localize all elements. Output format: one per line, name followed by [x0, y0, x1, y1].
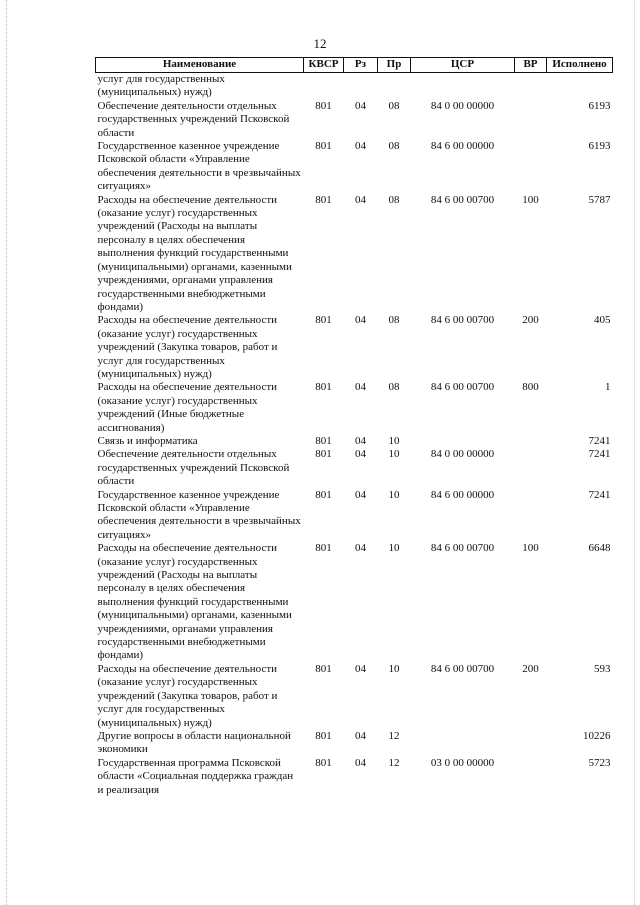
row-rz: 04	[355, 381, 366, 394]
table-row	[96, 381, 613, 435]
row-csr: 84 0 00 00000	[430, 99, 495, 112]
row-vr: 100	[522, 193, 539, 206]
row-kvsr: 801	[315, 756, 332, 769]
row-kvsr: 801	[315, 434, 332, 447]
row-amount: 7241	[588, 448, 611, 461]
row-kvsr: 801	[315, 542, 332, 555]
table-row	[96, 757, 613, 797]
row-vr	[515, 140, 547, 194]
table-row	[96, 435, 613, 448]
row-amount: 10226	[583, 729, 611, 742]
row-vr	[515, 757, 547, 797]
row-name: Расходы на обеспечение деятельности (оказание услуг) государственных учреждений (Закупка товаров, работ и услуг для государственных (муниципальных) нужд)	[97, 314, 278, 380]
row-vr: 200	[522, 314, 539, 327]
row-csr	[411, 435, 515, 448]
table-row	[96, 663, 613, 730]
row-rz: 04	[355, 448, 366, 461]
row-name: Государственная программа Псковской области «Социальная поддержка граждан и реализация	[97, 756, 294, 796]
row-rz: 04	[355, 662, 366, 675]
row-csr	[411, 730, 515, 757]
row-vr	[515, 435, 547, 448]
row-name: Расходы на обеспечение деятельности (оказание услуг) государственных учреждений (Расходы на выплаты персоналу в целях обеспечения выполнения функций государственными (муниципальными) органами, казенными учреждениями, органами управления государственными внебюджетными фондами)	[97, 542, 292, 662]
row-name: Расходы на обеспечение деятельности (оказание услуг) государственных учреждений (Закупка товаров, работ и услуг для государственных (муниципальных) нужд)	[97, 662, 278, 729]
row-name: Расходы на обеспечение деятельности (оказание услуг) государственных учреждений (Иные бюджетные ассигнования)	[97, 381, 278, 434]
row-amount: 1	[605, 381, 611, 394]
scan-edge-left	[6, 0, 7, 905]
scan-edge-right	[634, 0, 635, 905]
header-pr: Пр	[378, 58, 411, 73]
row-kvsr: 801	[315, 314, 332, 327]
row-pr: 10	[388, 434, 400, 447]
row-amount: 405	[594, 314, 611, 327]
table-row	[96, 489, 613, 543]
header-amount: Исполнено	[547, 58, 613, 73]
row-pr: 08	[388, 314, 400, 327]
row-kvsr: 801	[315, 662, 332, 675]
table-row	[96, 140, 613, 194]
row-csr: 84 6 00 00700	[430, 193, 495, 206]
row-rz: 04	[355, 99, 366, 112]
row-pr: 08	[388, 381, 400, 394]
table-row	[96, 730, 613, 757]
header-rz: Рз	[344, 58, 378, 73]
table-row	[96, 542, 613, 663]
row-vr: 800	[522, 381, 539, 394]
row-csr: 84 6 00 00700	[430, 542, 495, 555]
budget-table	[95, 57, 613, 797]
row-vr	[515, 730, 547, 757]
row-kvsr: 801	[315, 448, 332, 461]
row-kvsr: 801	[315, 488, 332, 501]
row-vr: 200	[522, 662, 539, 675]
row-rz	[344, 73, 378, 100]
row-amount: 7241	[588, 434, 611, 447]
row-rz: 04	[355, 140, 366, 153]
table-row	[96, 448, 613, 488]
row-name: услуг для государственных (муниципальных) нужд)	[97, 73, 225, 99]
header-vr: ВР	[515, 58, 547, 73]
row-pr: 08	[388, 193, 400, 206]
row-name: Государственное казенное учреждение Псковской области «Управление обеспечения деятельности в чрезвычайных ситуациях»	[97, 488, 301, 541]
row-kvsr: 801	[315, 140, 332, 153]
row-rz: 04	[355, 756, 366, 769]
row-vr	[515, 489, 547, 543]
row-amount: 6193	[588, 140, 611, 153]
row-csr: 84 6 00 00000	[430, 140, 495, 153]
header-name: Наименование	[96, 58, 304, 73]
table-body	[96, 73, 613, 797]
row-rz: 04	[355, 542, 366, 555]
row-pr: 10	[388, 542, 400, 555]
row-kvsr: 801	[315, 381, 332, 394]
row-rz: 04	[355, 193, 366, 206]
page-number: 12	[313, 36, 327, 51]
header-kvsr: КВСР	[304, 58, 344, 73]
row-csr: 84 6 00 00700	[430, 381, 495, 394]
row-csr	[411, 73, 515, 100]
row-name: Связь и информатика	[97, 434, 198, 447]
row-csr: 84 6 00 00000	[430, 488, 495, 501]
row-pr: 10	[388, 488, 400, 501]
row-amount: 5787	[588, 193, 611, 206]
row-pr: 10	[388, 662, 400, 675]
row-rz: 04	[355, 488, 366, 501]
row-csr: 84 0 00 00000	[430, 448, 495, 461]
row-pr: 10	[388, 448, 400, 461]
row-csr: 84 6 00 00700	[430, 662, 495, 675]
row-pr	[378, 73, 411, 100]
row-kvsr: 801	[315, 193, 332, 206]
row-name: Расходы на обеспечение деятельности (оказание услуг) государственных учреждений (Расходы на выплаты персоналу в целях обеспечения выполнения функций государственными (муниципальными) органами, казенными учреждениями, органами управления государственными внебюджетными фондами)	[97, 193, 292, 313]
row-csr: 03 0 00 00000	[430, 756, 495, 769]
row-amount	[547, 73, 613, 100]
row-vr	[515, 448, 547, 488]
row-pr: 12	[388, 756, 400, 769]
row-pr: 12	[388, 729, 400, 742]
row-amount: 593	[594, 662, 611, 675]
row-vr	[515, 100, 547, 140]
row-kvsr: 801	[315, 729, 332, 742]
table-header-row	[96, 58, 613, 73]
table-row	[96, 100, 613, 140]
row-vr: 100	[522, 542, 539, 555]
row-rz: 04	[355, 314, 366, 327]
table-row	[96, 194, 613, 315]
row-kvsr: 801	[315, 99, 332, 112]
table-row	[96, 314, 613, 381]
header-csr: ЦСР	[411, 58, 515, 73]
row-kvsr	[304, 73, 344, 100]
row-name: Государственное казенное учреждение Псковской области «Управление обеспечения деятельности в чрезвычайных ситуациях»	[97, 140, 301, 193]
row-name: Обеспечение деятельности отдельных государственных учреждений Псковской области	[97, 448, 290, 488]
row-amount: 5723	[588, 756, 611, 769]
row-name: Другие вопросы в области национальной экономики	[97, 729, 291, 756]
row-csr: 84 6 00 00700	[430, 314, 495, 327]
row-rz: 04	[355, 729, 366, 742]
row-amount: 7241	[588, 488, 611, 501]
row-amount: 6193	[588, 99, 611, 112]
row-rz: 04	[355, 434, 366, 447]
row-vr	[515, 73, 547, 100]
row-pr: 08	[388, 140, 400, 153]
row-amount: 6648	[588, 542, 611, 555]
row-pr: 08	[388, 99, 400, 112]
table-row	[96, 73, 613, 100]
row-name: Обеспечение деятельности отдельных государственных учреждений Псковской области	[97, 99, 290, 139]
